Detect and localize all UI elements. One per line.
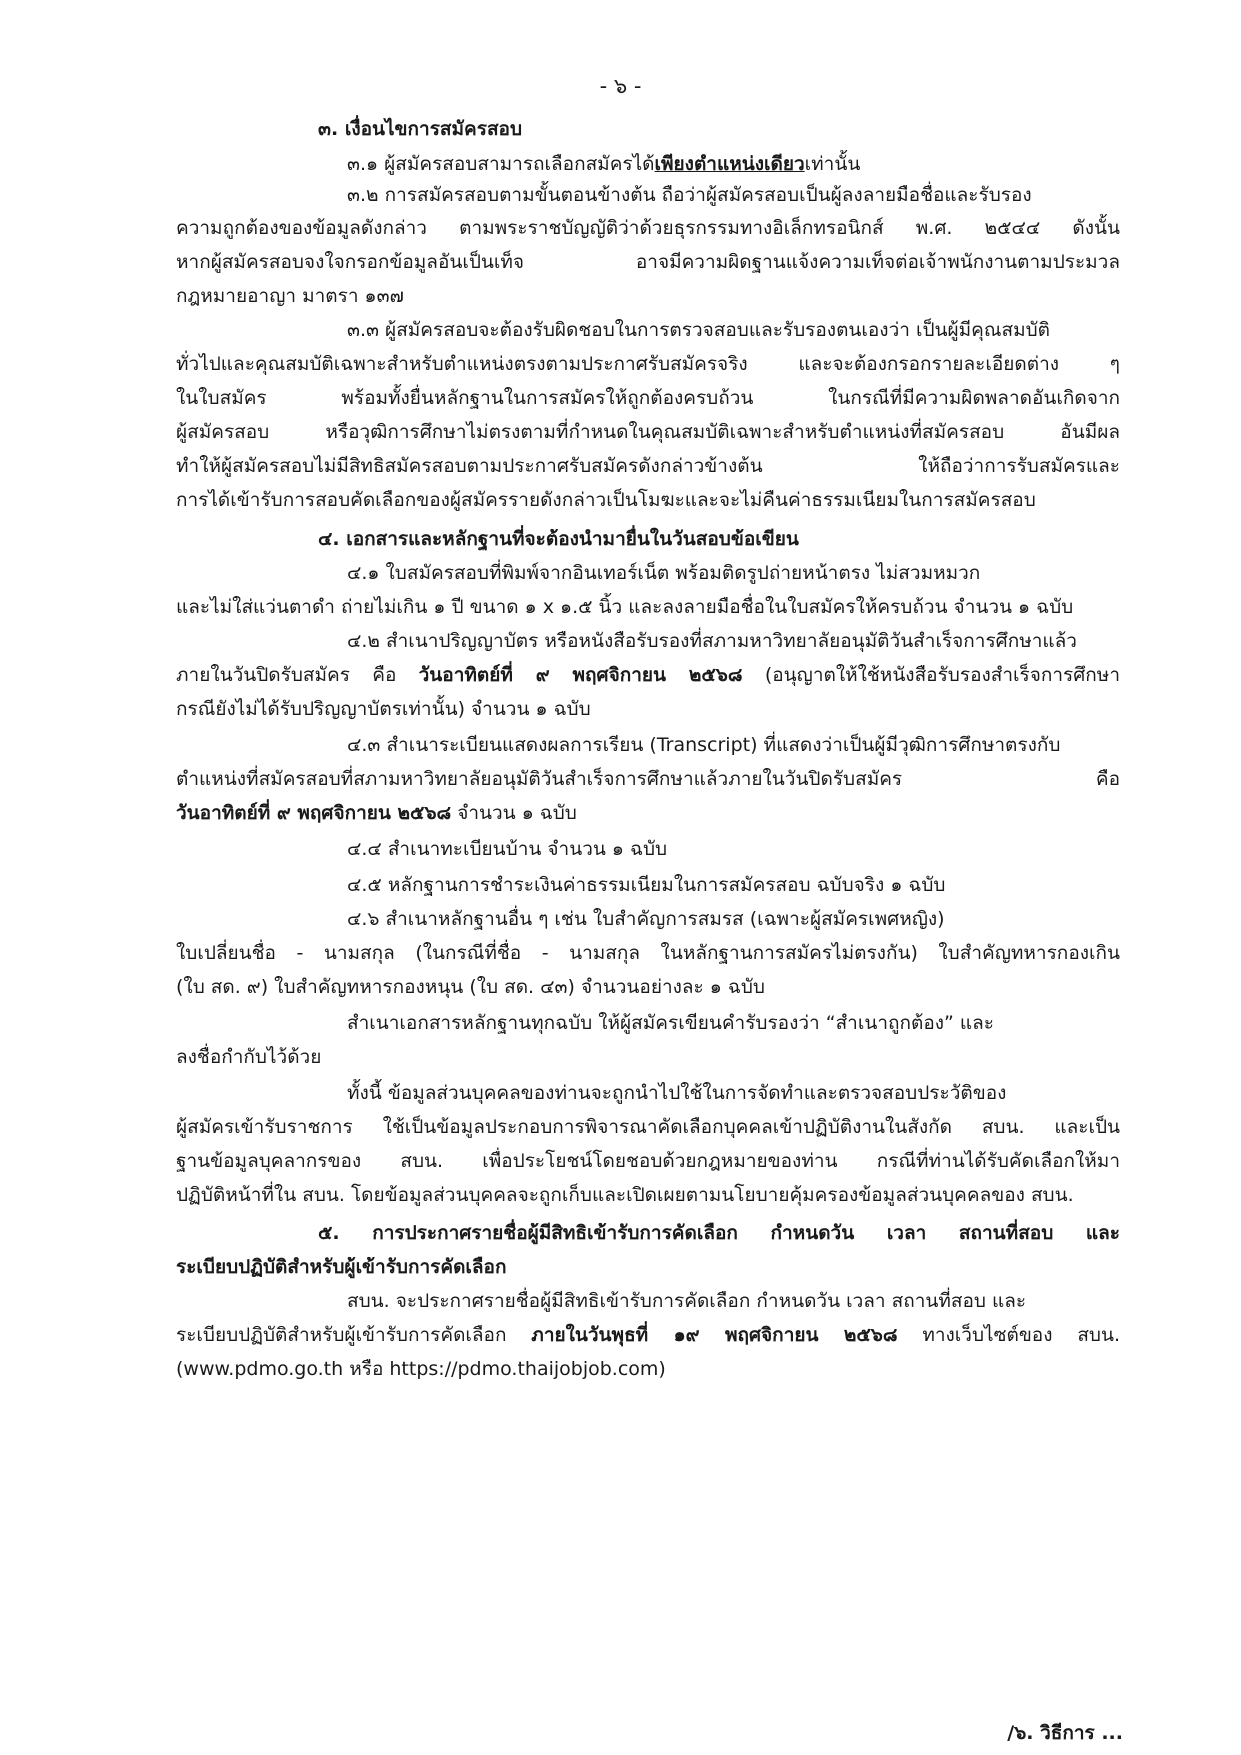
privacy-line: ฐานข้อมูลบุคลากรของ สบน. เพื่อประโยชน์โดยชอบด้วยกฎหมายของท่าน กรณีที่ท่านได้รับคัดเลือกให้มา	[176, 1150, 1120, 1172]
section-5-heading: ระเบียบปฏิบัติสำหรับผู้เข้ารับการคัดเลือก	[176, 1256, 507, 1278]
section-3-heading: ๓. เงื่อนไขการสมัครสอบ	[318, 118, 523, 140]
section-4-3-line: ตำแหน่งที่สมัครสอบที่สภามหาวิทยาลัยอนุมัติวันสำเร็จการศึกษาแล้วภายในวันปิดรับสมัคร คือ	[176, 768, 1120, 790]
section-4-1-line: และไม่ใส่แว่นตาดำ ถ่ายไม่เกิน ๑ ปี ขนาด ๑ x ๑.๕ นิ้ว และลงลายมือชื่อในใบสมัครให้ครบถ้วน จำนวน ๑ ฉบับ	[176, 596, 1074, 618]
section-4-6-line: (ใบ สด. ๙) ใบสำคัญทหารกองหนุน (ใบ สด. ๔๓) จำนวนอย่างละ ๑ ฉบับ	[176, 976, 765, 998]
emphasis-one-position: เพียงตำแหน่งเดียว	[654, 153, 805, 175]
section-3-3-line: ในใบสมัคร พร้อมทั้งยื่นหลักฐานในการสมัครให้ถูกต้องครบถ้วน ในกรณีที่มีความผิดพลาดอันเกิดจาก	[176, 387, 1120, 409]
privacy-line: ทั้งนี้ ข้อมูลส่วนบุคคลของท่านจะถูกนำไปใช้ในการจัดทำและตรวจสอบประวัติของ	[347, 1082, 1007, 1104]
closing-date: วันอาทิตย์ที่ ๙ พฤศจิกายน ๒๕๖๘	[418, 664, 743, 686]
section-5-heading: ๕. การประกาศรายชื่อผู้มีสิทธิเข้ารับการคัดเลือก กำหนดวัน เวลา สถานที่สอบ และ	[318, 1222, 1120, 1244]
announcement-date: ภายในวันพุธที่ ๑๙ พฤศจิกายน ๒๕๖๘	[531, 1324, 898, 1346]
page-number: - ๖ -	[599, 74, 642, 98]
section-4-1-line: ๔.๑ ใบสมัครสอบที่พิมพ์จากอินเทอร์เน็ต พร้อมติดรูปถ่ายหน้าตรง ไม่สวมหมวก	[347, 562, 981, 584]
section-4-6-line: ๔.๖ สำเนาหลักฐานอื่น ๆ เช่น ใบสำคัญการสมรส (เฉพาะผู้สมัครเพศหญิง)	[347, 908, 945, 930]
section-3-3-line: การได้เข้ารับการสอบคัดเลือกของผู้สมัครรายดังกล่าวเป็นโมฆะและจะไม่คืนค่าธรรมเนียมในการสมัครสอบ	[176, 489, 1036, 511]
section-3-3-line: ผู้สมัครสอบ หรือวุฒิการศึกษาไม่ตรงตามที่กำหนดในคุณสมบัติเฉพาะสำหรับตำแหน่งที่สมัครสอบ อันมีผล	[176, 421, 1120, 443]
section-4-heading: ๔. เอกสารและหลักฐานที่จะต้องนำมายื่นในวันสอบข้อเขียน	[318, 528, 799, 550]
section-4-5: ๔.๕ หลักฐานการชำระเงินค่าธรรมเนียมในการสมัครสอบ ฉบับจริง ๑ ฉบับ	[347, 874, 946, 896]
section-4-2-line: ภายในวันปิดรับสมัคร คือ วันอาทิตย์ที่ ๙ พฤศจิกายน ๒๕๖๘ (อนุญาตให้ใช้หนังสือรับรองสำเร็จการศึกษา	[176, 664, 1120, 686]
section-4-3-line: ๔.๓ สำเนาระเบียนแสดงผลการเรียน (Transcript) ที่แสดงว่าเป็นผู้มีวุฒิการศึกษาตรงกับ	[347, 734, 1061, 756]
section-4-3-line: วันอาทิตย์ที่ ๙ พฤศจิกายน ๒๕๖๘ จำนวน ๑ ฉบับ	[176, 802, 577, 824]
section-3-1: ๓.๑ ผู้สมัครสอบสามารถเลือกสมัครได้เพียงตำแหน่งเดียวเท่านั้น	[347, 153, 861, 175]
section-4-2-line: ๔.๒ สำเนาปริญญาบัตร หรือหนังสือรับรองที่สภามหาวิทยาลัยอนุมัติวันสำเร็จการศึกษาแล้ว	[347, 630, 1077, 652]
section-4-6-line: ใบเปลี่ยนชื่อ - นามสกุล (ในกรณีที่ชื่อ - นามสกุล ในหลักฐานการสมัครไม่ตรงกัน) ใบสำคัญทหารกองเกิน	[176, 942, 1120, 964]
section-3-2-line: หากผู้สมัครสอบจงใจกรอกข้อมูลอันเป็นเท็จ อาจมีความผิดฐานแจ้งความเท็จต่อเจ้าพนักงานตามประมวล	[176, 251, 1120, 273]
section-3-3-line: ทำให้ผู้สมัครสอบไม่มีสิทธิสมัครสอบตามประกาศรับสมัครดังกล่าวข้างต้น ให้ถือว่าการรับสมัครและ	[176, 455, 1120, 477]
section-5-line: ระเบียบปฏิบัติสำหรับผู้เข้ารับการคัดเลือก ภายในวันพุธที่ ๑๙ พฤศจิกายน ๒๕๖๘ ทางเว็บไซต์ของ สบน.	[176, 1324, 1121, 1346]
section-3-3-line: ทั่วไปและคุณสมบัติเฉพาะสำหรับตำแหน่งตรงตามประกาศรับสมัครจริง และจะต้องกรอกรายละเอียดต่าง ๆ	[176, 353, 1120, 375]
section-4-4: ๔.๔ สำเนาทะเบียนบ้าน จำนวน ๑ ฉบับ	[347, 838, 668, 860]
website-links: (www.pdmo.go.th หรือ https://pdmo.thaijobjob.com)	[176, 1358, 666, 1380]
section-5-line: สบน. จะประกาศรายชื่อผู้มีสิทธิเข้ารับการคัดเลือก กำหนดวัน เวลา สถานที่สอบ และ	[347, 1290, 1027, 1312]
closing-date: วันอาทิตย์ที่ ๙ พฤศจิกายน ๒๕๖๘	[176, 802, 452, 824]
certify-copies-line: ลงชื่อกำกับไว้ด้วย	[176, 1046, 322, 1068]
section-3-2-line: ความถูกต้องของข้อมูลดังกล่าว ตามพระราชบัญญัติว่าด้วยธุรกรรมทางอิเล็กทรอนิกส์ พ.ศ. ๒๕๔๔ ดังนั้น	[176, 217, 1120, 239]
privacy-line: ปฏิบัติหน้าที่ใน สบน. โดยข้อมูลส่วนบุคคลจะถูกเก็บและเปิดเผยตามนโยบายคุ้มครองข้อมูลส่วนบุคคลของ สบน.	[176, 1184, 1074, 1206]
section-3-2-line: ๓.๒ การสมัครสอบตามขั้นตอนข้างต้น ถือว่าผู้สมัครสอบเป็นผู้ลงลายมือชื่อและรับรอง	[347, 184, 1032, 206]
continued-marker: /๖. วิธีการ ...	[1007, 1722, 1123, 1744]
section-3-3-line: ๓.๓ ผู้สมัครสอบจะต้องรับผิดชอบในการตรวจสอบและรับรองตนเองว่า เป็นผู้มีคุณสมบัติ	[347, 319, 1051, 341]
section-3-2-line: กฎหมายอาญา มาตรา ๑๓๗	[176, 285, 404, 307]
certify-copies-line: สำเนาเอกสารหลักฐานทุกฉบับ ให้ผู้สมัครเขียนคำรับรองว่า “สำเนาถูกต้อง” และ	[347, 1012, 995, 1034]
privacy-line: ผู้สมัครเข้ารับราชการ ใช้เป็นข้อมูลประกอบการพิจารณาคัดเลือกบุคคลเข้าปฏิบัติงานในสังกัด สบน. และเป็น	[176, 1116, 1120, 1138]
section-4-2-line: กรณียังไม่ได้รับปริญญาบัตรเท่านั้น) จำนวน ๑ ฉบับ	[176, 698, 591, 720]
